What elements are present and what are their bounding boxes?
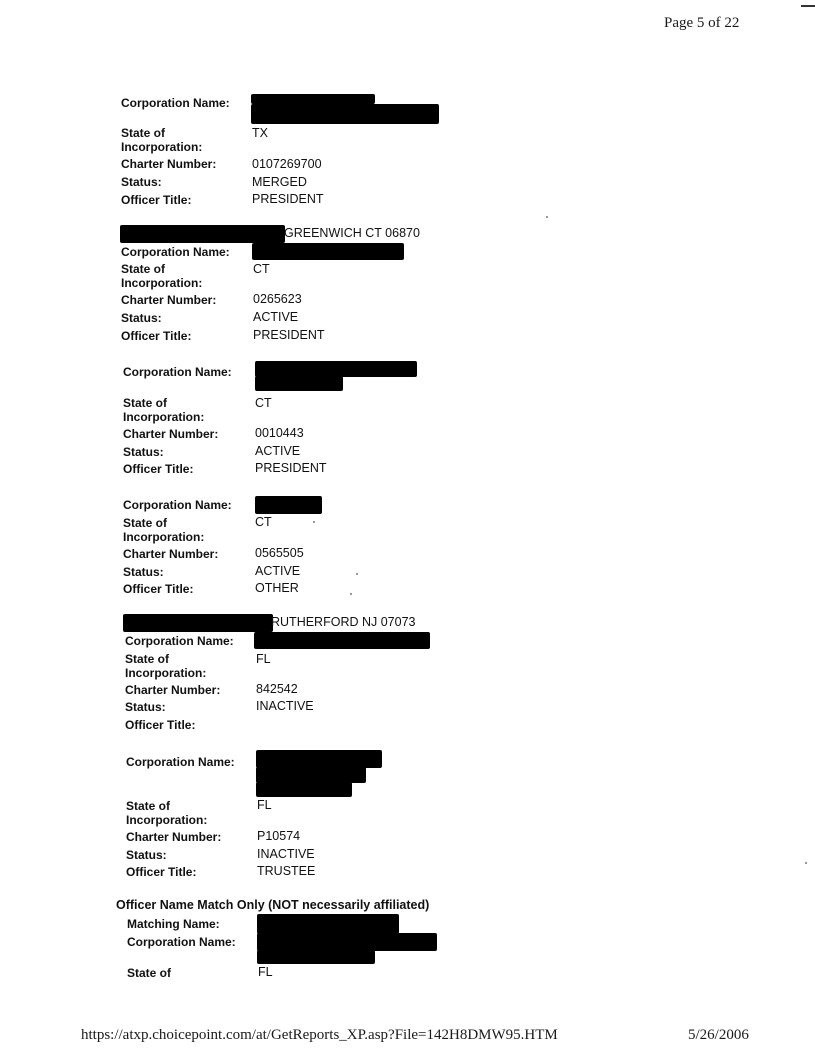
state-value: FL — [258, 965, 273, 979]
status-label: Status: — [125, 700, 166, 714]
charter-number-value: 0265623 — [253, 292, 302, 306]
scan-edge-mark — [801, 5, 815, 7]
page-number: Page 5 of 22 — [664, 15, 740, 31]
charter-number-value: 0565505 — [255, 546, 304, 560]
incorporation-label: Incorporation: — [123, 530, 205, 544]
state-of-label: State of — [125, 652, 170, 666]
officer-title-label: Officer Title: — [123, 462, 194, 476]
officer-title-label: Officer Title: — [126, 865, 197, 879]
redacted-block — [256, 782, 352, 797]
corporation-name-label: Corporation Name: — [123, 498, 232, 512]
scan-speck — [805, 862, 807, 864]
officer-title-label: Officer Title: — [123, 582, 194, 596]
corporation-name-label: Corporation Name: — [121, 245, 230, 259]
officer-title-label: Officer Title: — [121, 329, 192, 343]
status-value: ACTIVE — [255, 564, 301, 578]
charter-number-value: 842542 — [256, 682, 298, 696]
scan-speck — [350, 593, 352, 595]
redacted-block — [251, 104, 439, 124]
corporation-name-label: Corporation Name: — [125, 634, 234, 648]
incorporation-label: Incorporation: — [123, 410, 205, 424]
charter-number-label: Charter Number: — [121, 293, 217, 307]
redacted-block — [120, 225, 285, 243]
corporation-name-label: Corporation Name: — [123, 365, 232, 379]
charter-number-value: 0107269700 — [252, 157, 322, 171]
status-value: MERGED — [252, 175, 307, 189]
incorporation-label: Incorporation: — [121, 140, 203, 154]
incorporation-label: Incorporation: — [126, 813, 208, 827]
status-value: ACTIVE — [253, 310, 299, 324]
redacted-block — [255, 376, 343, 391]
officer-title-value: TRUSTEE — [257, 864, 316, 878]
section-title: Officer Name Match Only (NOT necessarily affiliated) — [116, 898, 430, 912]
charter-number-label: Charter Number: — [126, 830, 222, 844]
redacted-block — [257, 914, 399, 934]
redacted-block — [255, 361, 417, 377]
status-value: INACTIVE — [257, 847, 315, 861]
address-line: GREENWICH CT 06870 — [284, 226, 420, 240]
state-value: CT — [255, 515, 272, 529]
incorporation-label: Incorporation: — [121, 276, 203, 290]
state-value: FL — [257, 798, 272, 812]
footer-date: 5/26/2006 — [688, 1027, 749, 1043]
officer-title-label: Officer Title: — [121, 193, 192, 207]
charter-number-value: 0010443 — [255, 426, 304, 440]
scan-speck — [546, 216, 548, 218]
redacted-block — [251, 94, 375, 104]
state-value: FL — [256, 652, 271, 666]
officer-title-value: PRESIDENT — [255, 461, 327, 475]
redacted-block — [254, 632, 430, 649]
state-of-label: State of — [123, 516, 168, 530]
charter-number-label: Charter Number: — [121, 157, 217, 171]
state-value: TX — [252, 126, 268, 140]
redacted-block — [256, 767, 366, 783]
state-of-label: State of — [123, 396, 168, 410]
incorporation-label: Incorporation: — [125, 666, 207, 680]
officer-title-label: Officer Title: — [125, 718, 196, 732]
scan-speck — [356, 573, 358, 575]
redacted-block — [255, 496, 322, 514]
state-of-label: State of — [121, 262, 166, 276]
status-label: Status: — [121, 175, 162, 189]
state-value: CT — [253, 262, 270, 276]
footer-url: https://atxp.choicepoint.com/at/GetReports_XP.asp?File=142H8DMW95.HTM — [81, 1027, 558, 1043]
status-label: Status: — [123, 565, 164, 579]
corporation-name-label: Corporation Name: — [127, 935, 236, 949]
redacted-block — [256, 750, 382, 768]
status-label: Status: — [126, 848, 167, 862]
charter-number-value: P10574 — [257, 829, 301, 843]
scan-speck — [313, 521, 315, 523]
status-value: ACTIVE — [255, 444, 301, 458]
officer-title-value: OTHER — [255, 581, 299, 595]
status-label: Status: — [121, 311, 162, 325]
state-of-label: State of — [126, 799, 171, 813]
officer-title-value: PRESIDENT — [252, 192, 324, 206]
officer-title-value: PRESIDENT — [253, 328, 325, 342]
state-of-label: State of — [121, 126, 166, 140]
redacted-block — [252, 243, 404, 260]
corporation-name-label: Corporation Name: — [126, 755, 235, 769]
matching-name-label: Matching Name: — [127, 917, 220, 931]
redacted-block — [257, 933, 437, 951]
status-label: Status: — [123, 445, 164, 459]
redacted-block — [257, 950, 375, 964]
state-value: CT — [255, 396, 272, 410]
redacted-block — [123, 614, 273, 632]
charter-number-label: Charter Number: — [125, 683, 221, 697]
address-line: RUTHERFORD NJ 07073 — [271, 615, 416, 629]
charter-number-label: Charter Number: — [123, 547, 219, 561]
state-of-label: State of — [127, 966, 172, 980]
corporation-name-label: Corporation Name: — [121, 96, 230, 110]
charter-number-label: Charter Number: — [123, 427, 219, 441]
status-value: INACTIVE — [256, 699, 314, 713]
